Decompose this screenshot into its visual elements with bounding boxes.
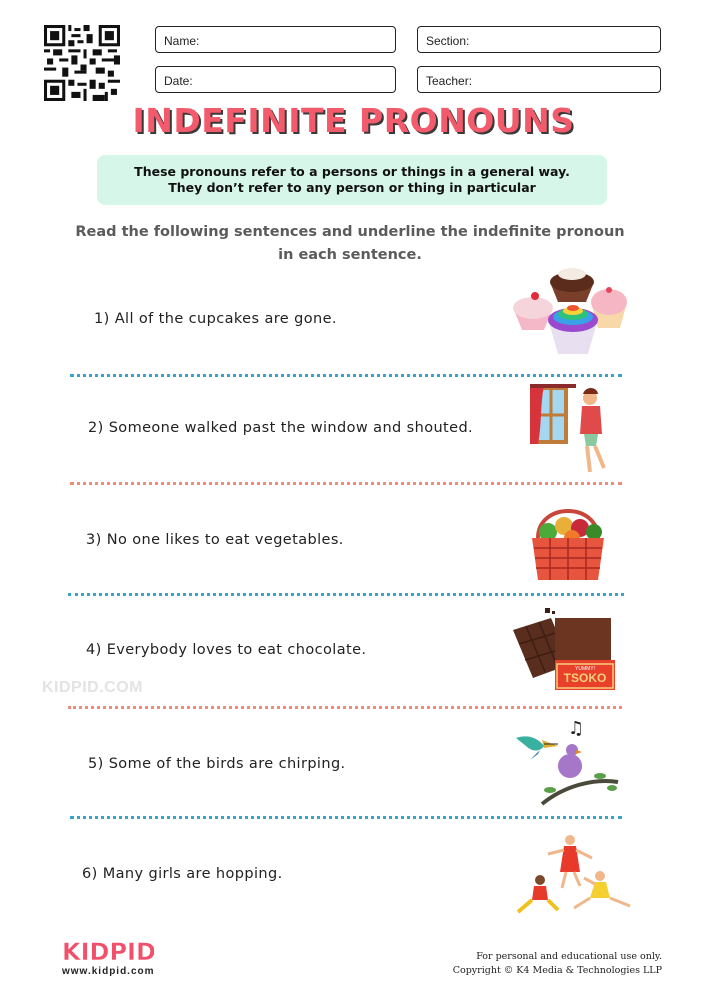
qr-code <box>44 25 120 101</box>
teacher-field[interactable] <box>417 66 661 93</box>
footer-url: www.kidpid.com <box>62 966 155 977</box>
watermark: KIDPID.COM <box>42 679 143 696</box>
vegetable-basket-illustration <box>528 498 608 586</box>
page-title: INDEFINITE PRONOUNS <box>132 101 575 140</box>
chocolate-wrapper-text: TSOKO <box>563 671 607 685</box>
instructions-line-1: Read the following sentences and underline the indefinite pronoun <box>75 224 625 240</box>
date-label: Date: <box>164 74 193 88</box>
footer-copyright: Copyright © K4 Media & Technologies LLP <box>452 965 662 976</box>
name-label: Name: <box>164 34 200 48</box>
sentence-6: 6) Many girls are hopping. <box>82 866 283 882</box>
divider-2 <box>70 482 622 485</box>
section-label: Section: <box>426 34 470 48</box>
instructions-line-2: in each sentence. <box>278 247 422 263</box>
chocolate-illustration <box>511 608 617 696</box>
sentence-5: 5) Some of the birds are chirping. <box>88 756 346 772</box>
kidpid-logo <box>62 936 154 970</box>
divider-1 <box>70 374 622 377</box>
name-field[interactable] <box>155 26 396 53</box>
sentence-2: 2) Someone walked past the window and shouted. <box>88 420 474 436</box>
sentence-3: 3) No one likes to eat vegetables. <box>86 532 344 548</box>
sentence-4: 4) Everybody loves to eat chocolate. <box>86 642 367 658</box>
teacher-label: Teacher: <box>426 74 473 88</box>
definition-box <box>97 155 607 205</box>
sentence-1: 1) All of the cupcakes are gone. <box>94 311 337 327</box>
divider-4 <box>68 706 622 709</box>
logo-text: KIDPID <box>62 938 154 966</box>
chocolate-tag-text: YUMMY! <box>575 666 595 672</box>
section-field[interactable] <box>417 26 661 53</box>
divider-3 <box>68 593 624 596</box>
divider-5 <box>70 816 622 819</box>
birds-illustration <box>514 716 622 812</box>
footer-usage-note: For personal and educational use only. <box>476 951 662 962</box>
instructions <box>60 221 640 267</box>
cupcakes-illustration <box>510 268 628 362</box>
definition-line-2: They don’t refer to any person or thing in particular <box>168 180 536 195</box>
hopping-girls-illustration <box>512 832 642 920</box>
window-shouting-illustration <box>530 384 615 480</box>
date-field[interactable] <box>155 66 396 93</box>
music-note-icon: ♫ <box>568 718 585 739</box>
definition-line-1: These pronouns refer to a persons or things in a general way. <box>134 164 570 179</box>
